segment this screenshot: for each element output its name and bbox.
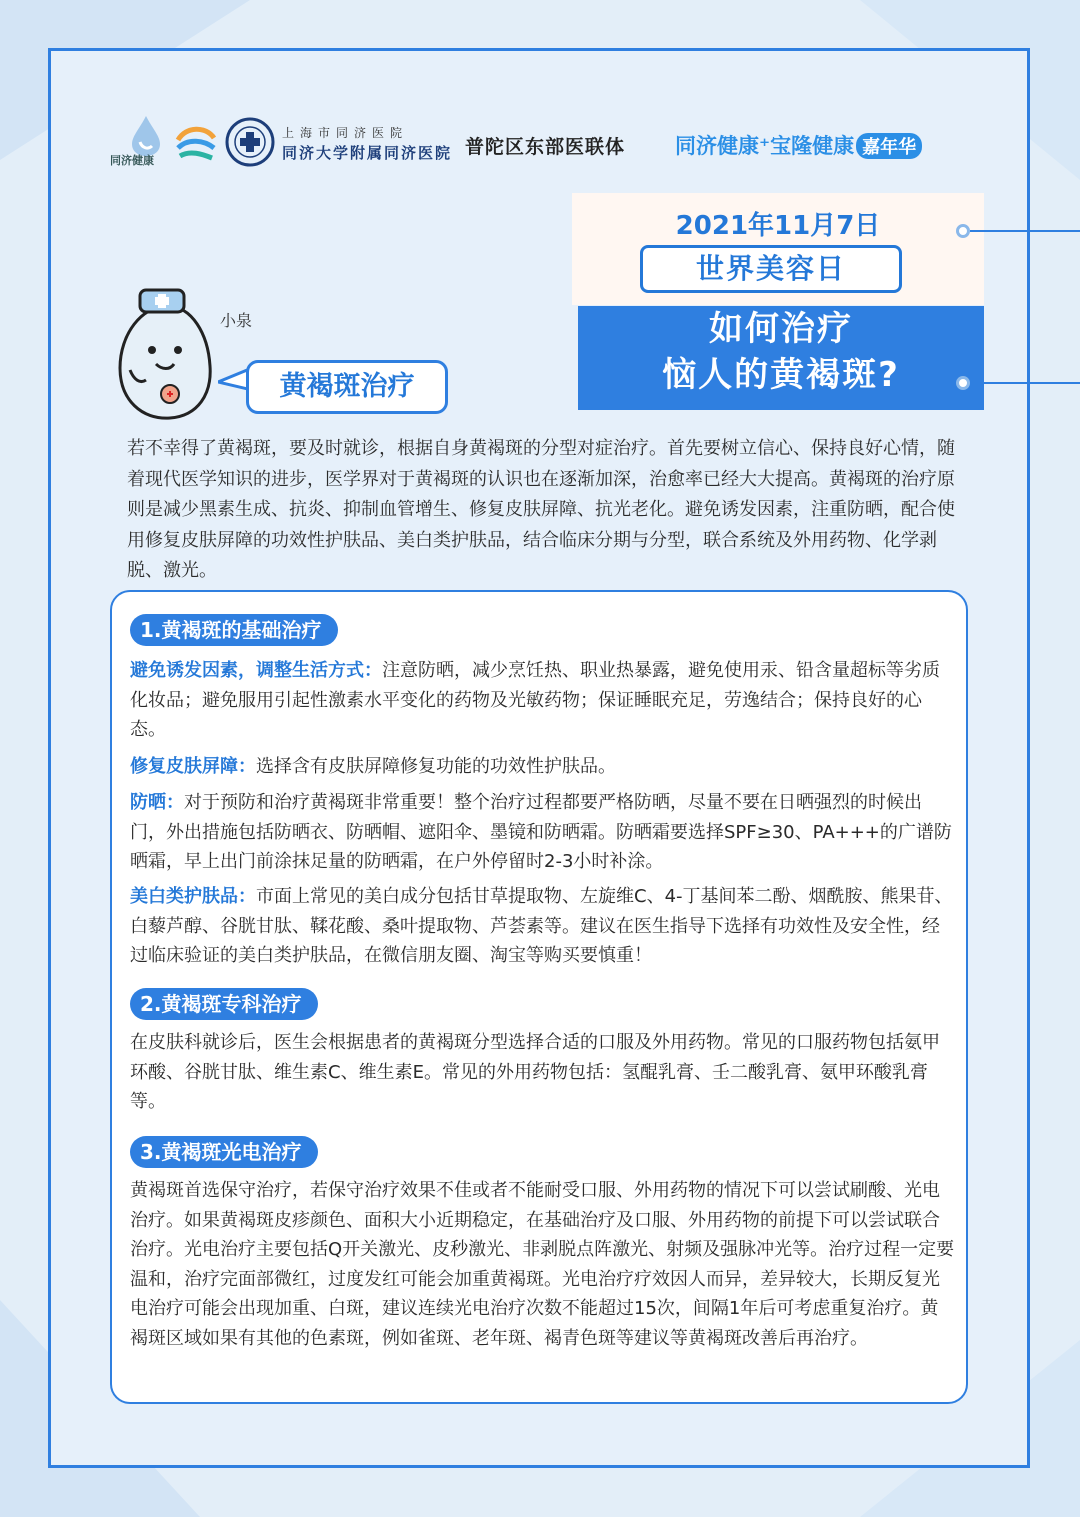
event-date: 2021年11月7日 [675, 211, 881, 241]
swirl-logo-icon [172, 120, 220, 166]
decor-dot [956, 224, 970, 238]
basic-item-whitening [130, 882, 956, 971]
intro-paragraph: 若不幸得了黄褐斑，要及时就诊，根据自身黄褐斑的分型对症治疗。首先要树立信心、保持良好心情，随着现代医学知识的进步，医学界对于黄褐斑的认识也在逐渐加深，治愈率已经大大提高。黄褐斑的治疗原则是减少黑素生成、抗炎、抑制血管增生、修复皮肤屏障、抗光老化。避免诱发因素，注重防晒，配合使用修复皮肤屏障的功效性护肤品、美白类护肤品，结合临床分期与分型，联合系统及外用药物、化学剥脱、激光。 [127, 438, 955, 581]
decor-line [970, 382, 1080, 384]
basic-item-barrier [130, 752, 956, 782]
speech-bubble: 黄褐斑治疗 [246, 360, 448, 414]
basic-item-lifestyle [130, 656, 956, 745]
page-title [578, 306, 984, 410]
hospital-affiliation: 同济大学附属同济医院 [282, 144, 453, 162]
section-heading-photoelectric: 3.黄褐斑光电治疗 [130, 1136, 318, 1168]
mascot-name: 小泉 [220, 311, 253, 330]
logo-bar [110, 112, 970, 174]
photoelectric-paragraph: 黄褐斑首选保守治疗，若保守治疗效果不佳或者不能耐受口服、外用药物的情况下可以尝试刷酸、光电治疗。如果黄褐斑皮疹颜色、面积大小近期稳定，在基础治疗及口服、外用药物的前提下可以尝试联合治疗。光电治疗主要包括Q开关激光、皮秒激光、非剥脱点阵激光、射频及强脉冲光等。治疗过程一定要温和，治疗完面部微红，过度发红可能会加重黄褐斑。光电治疗疗效因人而异，差异较大，长期反复光电治疗可能会出现加重、白斑，建议连续光电治疗次数不能超过15次，间隔1年后可考虑重复治疗。黄褐斑区域如果有其他的色素斑，例如雀斑、老年斑、褐青色斑等建议等黄褐斑改善后再治疗。 [130, 1180, 955, 1349]
hospital-seal-icon [224, 116, 276, 168]
item-text: 注意防晒，减少烹饪热、职业热暴露，避免使用汞、铅含量超标等劣质化妆品；避免服用引起性激素水平变化的药物及光敏药物；保证睡眠充足，劳逸结合；保持良好的心态。 [130, 660, 940, 740]
basic-item-sunscreen [130, 788, 956, 877]
decor-line [970, 230, 1080, 232]
specialist-paragraph: 在皮肤科就诊后，医生会根据患者的黄褐斑分型选择合适的口服及外用药物。常见的口服药物包括氨甲环酸、谷胱甘肽、维生素C、维生素E。常见的外用药物包括：氢醌乳膏、壬二酸乳膏、氨甲环酸乳膏等。 [130, 1032, 940, 1112]
item-label: 美白类护肤品： [130, 886, 256, 907]
item-label: 修复皮肤屏障： [130, 756, 256, 777]
section-heading-basic: 1.黄褐斑的基础治疗 [130, 614, 338, 646]
treatment-card [110, 590, 968, 1404]
event-date-box [572, 193, 984, 305]
event-day-name: 世界美容日 [640, 245, 902, 293]
item-label: 防晒： [130, 792, 184, 813]
brand-name [675, 130, 922, 160]
mascot-icon [112, 284, 222, 424]
alliance-name: 普陀区东部医联体 [465, 136, 626, 158]
hospital-name: 上海市同济医院 [282, 126, 409, 140]
section-heading-specialist: 2.黄褐斑专科治疗 [130, 988, 318, 1020]
logo-caption: 同济健康 [110, 154, 154, 167]
decor-dot [956, 376, 970, 390]
brand-tag: 嘉年华 [856, 133, 922, 159]
item-label: 避免诱发因素，调整生活方式： [130, 660, 382, 681]
brand-text: 同济健康⁺宝隆健康 [675, 134, 855, 158]
item-text: 选择含有皮肤屏障修复功能的功效性护肤品。 [256, 756, 616, 777]
title-line-1: 如何治疗 [709, 309, 853, 349]
title-line-2: 恼人的黄褐斑? [662, 355, 900, 395]
item-text: 对于预防和治疗黄褐斑非常重要！整个治疗过程都要严格防晒，尽量不要在日晒强烈的时候出门，外出措施包括防晒衣、防晒帽、遮阳伞、墨镜和防晒霜。防晒霜要选择SPF≥30、PA+++的广谱防晒霜，早上出门前涂抹足量的防晒霜，在户外停留时2-3小时补涂。 [130, 792, 952, 872]
item-text: 市面上常见的美白成分包括甘草提取物、左旋维C、4-丁基间苯二酚、烟酰胺、熊果苷、白藜芦醇、谷胱甘肽、鞣花酸、桑叶提取物、芦荟素等。建议在医生指导下选择有功效性及安全性，经过临床验证的美白类护肤品，在微信朋友圈、淘宝等购买要慎重！ [130, 886, 953, 966]
